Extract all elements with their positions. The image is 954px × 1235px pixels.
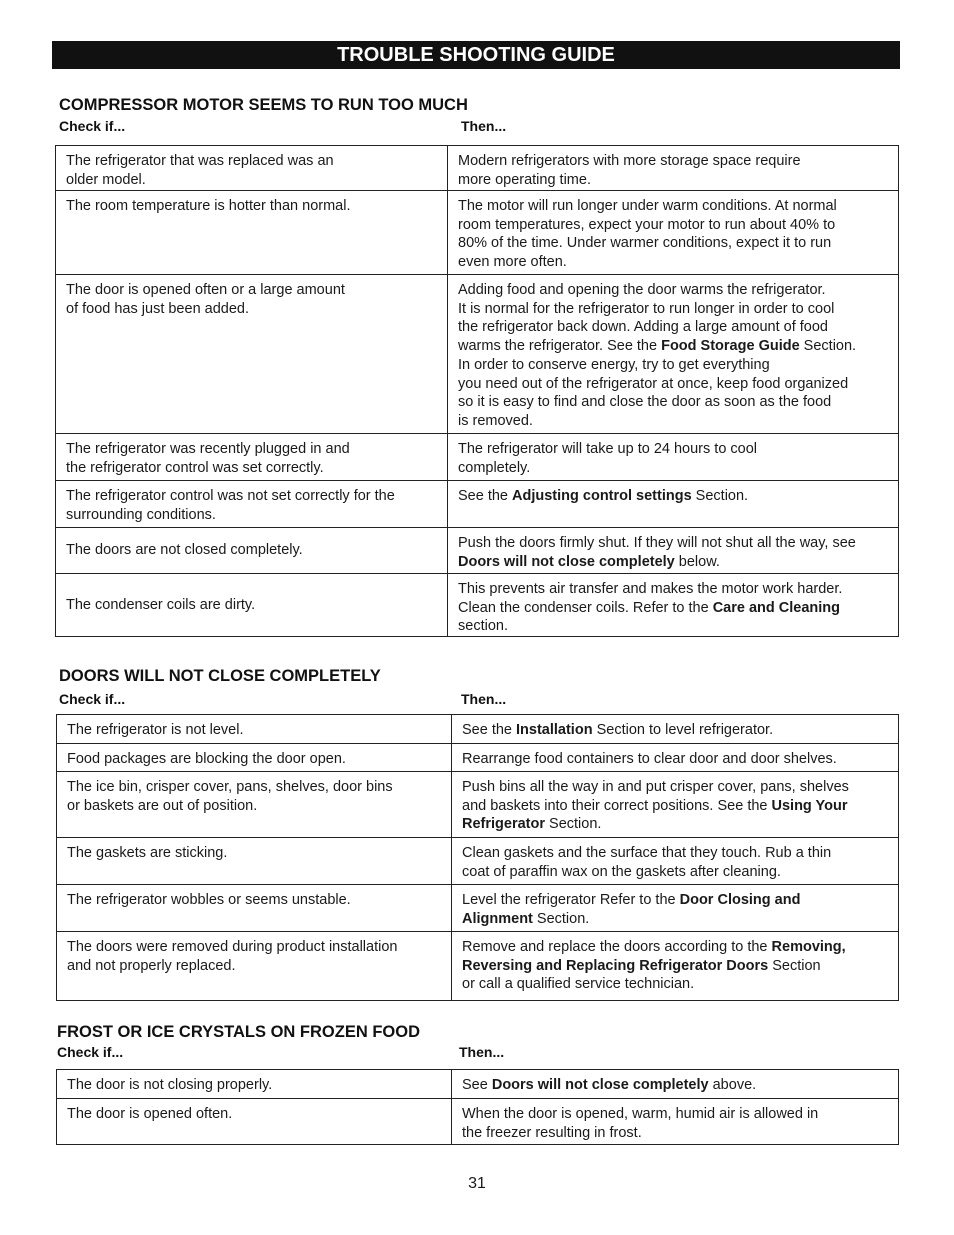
section-reference: Removing,: [771, 939, 846, 955]
then-text-line: [462, 863, 892, 882]
check-text-line: The door is opened often.: [67, 1106, 233, 1122]
then-text: 80% of the time. Under warmer conditions, expect it to run: [458, 235, 832, 252]
check-if-header: Check if...: [59, 118, 126, 134]
then-text: above.: [708, 1077, 757, 1093]
then-text: Push the doors firmly shut. If they will not shut all the way, see: [458, 535, 856, 551]
then-text-line: [462, 797, 892, 816]
then-text: the freezer resulting in frost.: [462, 1124, 642, 1141]
then-text-line: [458, 337, 892, 356]
then-text: The refrigerator will take up to 24 hours to cool: [458, 441, 758, 457]
check-cell: [56, 191, 448, 275]
frost-table: [56, 1069, 899, 1145]
table-row: [56, 481, 899, 528]
check-text-line: The doors were removed during product installation: [67, 939, 398, 955]
then-text: or call a qualified service technician.: [462, 976, 695, 993]
section-reference: Adjusting control settings: [512, 488, 692, 504]
table-row: [56, 275, 899, 434]
then-cell: [452, 1070, 899, 1099]
check-text-line: and not properly replaced.: [67, 957, 236, 974]
page-title: TROUBLE SHOOTING GUIDE: [52, 41, 900, 69]
then-cell: [448, 191, 899, 275]
then-text: It is normal for the refrigerator to run longer in order to cool: [458, 300, 835, 317]
doors-table: [56, 714, 899, 1001]
then-text-line: [458, 356, 892, 375]
page-number: 31: [468, 1175, 486, 1192]
table-row: [57, 1099, 899, 1145]
then-header: Then...: [461, 691, 507, 707]
then-text-line: [458, 459, 892, 478]
then-text-line: [458, 234, 892, 253]
then-text-line: [458, 440, 892, 459]
then-text: Section.: [799, 338, 857, 355]
then-text-line: [462, 957, 892, 976]
table-row: [57, 838, 899, 885]
check-cell: [57, 715, 452, 744]
then-text: Clean the condenser coils. Refer to the: [458, 599, 713, 616]
then-text-line: [458, 253, 892, 272]
table-row: [57, 1070, 899, 1099]
then-text-line: [462, 1105, 892, 1124]
then-cell: [452, 932, 899, 1001]
then-text: See the: [458, 488, 513, 504]
then-cell: [448, 146, 899, 191]
table-row: [57, 885, 899, 932]
section-reference: Doors will not close completely: [458, 553, 675, 570]
check-text-line: surrounding conditions.: [66, 506, 216, 523]
then-text: the refrigerator back down. Adding a large amount of food: [458, 319, 828, 336]
then-text-line: [458, 318, 892, 337]
then-text-line: [462, 721, 892, 740]
then-text: Section.: [691, 488, 749, 504]
check-text-line: The refrigerator was recently plugged in and: [66, 441, 350, 457]
then-text: Push bins all the way in and put crisper cover, pans, shelves: [462, 779, 849, 795]
then-text: Section.: [545, 816, 602, 833]
then-text-line: [462, 778, 892, 797]
then-text-line: [458, 300, 892, 319]
section-reference: Installation: [516, 722, 593, 738]
section-title-compressor: COMPRESSOR MOTOR SEEMS TO RUN TOO MUCH: [59, 96, 468, 114]
then-text-line: [462, 910, 892, 929]
then-cell: [452, 1099, 899, 1145]
check-cell: [56, 275, 448, 434]
then-text-line: [462, 1124, 892, 1143]
then-text: Modern refrigerators with more storage space require: [458, 153, 801, 169]
then-text: See: [462, 1077, 492, 1093]
then-text-line: [458, 216, 892, 235]
then-text-line: [462, 975, 892, 994]
check-text-line: or baskets are out of position.: [67, 797, 258, 814]
section-title-frost: FROST OR ICE CRYSTALS ON FROZEN FOOD: [57, 1023, 420, 1041]
table-row: [57, 932, 899, 1001]
then-cell: [452, 838, 899, 885]
then-text-line: [458, 393, 892, 412]
check-cell: [56, 434, 448, 481]
then-text: is removed.: [458, 412, 533, 429]
section-reference: Alignment: [462, 910, 533, 927]
then-text: Rearrange food containers to clear door and door shelves.: [462, 751, 837, 767]
check-text-line: The door is not closing properly.: [67, 1077, 273, 1093]
then-text: room temperatures, expect your motor to run about 40% to: [458, 216, 836, 233]
then-text: so it is easy to find and close the door as soon as the food: [458, 394, 832, 411]
section-reference: Food Storage Guide: [661, 338, 800, 355]
then-text-line: [458, 281, 892, 300]
then-text: When the door is opened, warm, humid air is allowed in: [462, 1106, 819, 1122]
section-title-doors: DOORS WILL NOT CLOSE COMPLETELY: [59, 667, 381, 685]
then-text: more operating time.: [458, 171, 591, 188]
then-header: Then...: [459, 1044, 505, 1060]
check-cell: [56, 574, 448, 637]
then-text-line: [458, 152, 892, 171]
check-text-line: the refrigerator control was set correctly.: [66, 459, 324, 476]
check-cell: [57, 772, 452, 838]
then-text-line: [458, 375, 892, 394]
then-text-line: [458, 580, 892, 599]
check-text-line: The refrigerator that was replaced was an: [66, 153, 334, 169]
compressor-table: [55, 145, 899, 637]
then-text-line: [462, 938, 892, 957]
then-text-line: [462, 891, 892, 910]
then-text: you need out of the refrigerator at once, keep food organized: [458, 375, 849, 392]
then-text: below.: [674, 553, 720, 570]
check-cell: [57, 838, 452, 885]
table-row: [57, 715, 899, 744]
check-text-line: The door is opened often or a large amount: [66, 282, 345, 298]
then-text-line: [458, 617, 892, 636]
check-text-line: The room temperature is hotter than normal.: [66, 198, 351, 214]
check-cell: [57, 1099, 452, 1145]
then-cell: [448, 528, 899, 574]
then-cell: [448, 275, 899, 434]
then-text: coat of paraffin wax on the gaskets after cleaning.: [462, 863, 781, 880]
table-row: [56, 528, 899, 574]
check-cell: [56, 528, 448, 574]
then-text-line: [458, 599, 892, 618]
then-text-line: [458, 487, 892, 506]
then-text: The motor will run longer under warm conditions. At normal: [458, 198, 837, 214]
then-text-line: [462, 844, 892, 863]
check-text-line: Food packages are blocking the door open.: [67, 751, 346, 767]
then-text: Section.: [532, 910, 590, 927]
then-text-line: [462, 815, 892, 834]
then-header: Then...: [461, 118, 507, 134]
check-text-line: The condenser coils are dirty.: [66, 596, 256, 613]
check-text-line: The refrigerator wobbles or seems unstable.: [67, 892, 351, 908]
then-text: See the: [462, 722, 517, 738]
section-reference: Door Closing and: [679, 892, 801, 908]
check-cell: [56, 481, 448, 528]
check-text-line: The refrigerator is not level.: [67, 722, 244, 738]
then-cell: [452, 885, 899, 932]
check-text-line: of food has just been added.: [66, 300, 250, 317]
check-text-line: older model.: [66, 171, 146, 188]
then-text: In order to conserve energy, try to get everything: [458, 356, 770, 373]
then-text-line: [462, 750, 892, 769]
then-text-line: [458, 171, 892, 190]
then-cell: [452, 772, 899, 838]
then-cell: [448, 574, 899, 637]
section-reference: Using Your: [771, 797, 848, 814]
then-text: Remove and replace the doors according to the: [462, 939, 772, 955]
section-reference: Doors will not close completely: [491, 1077, 709, 1093]
check-cell: [56, 146, 448, 191]
then-text: Level the refrigerator Refer to the: [462, 892, 680, 908]
check-cell: [57, 1070, 452, 1099]
then-text: warms the refrigerator. See the: [458, 338, 662, 355]
section-reference: Care and Cleaning: [712, 599, 841, 616]
check-cell: [57, 932, 452, 1001]
table-row: [56, 434, 899, 481]
then-text: section.: [458, 618, 508, 635]
table-row: [57, 744, 899, 772]
section-reference: Refrigerator: [462, 816, 545, 833]
then-cell: [448, 481, 899, 528]
then-text-line: [458, 412, 892, 431]
section-reference: Reversing and Replacing Refrigerator Doors: [462, 957, 769, 974]
check-text-line: The refrigerator control was not set correctly for the: [66, 488, 395, 504]
check-text-line: The gaskets are sticking.: [67, 845, 228, 861]
then-text: Clean gaskets and the surface that they touch. Rub a thin: [462, 845, 832, 861]
check-if-header: Check if...: [59, 691, 126, 707]
then-text: This prevents air transfer and makes the motor work harder.: [458, 581, 843, 597]
then-text: Section to level refrigerator.: [592, 722, 774, 738]
check-cell: [57, 885, 452, 932]
then-cell: [452, 715, 899, 744]
then-text-line: [458, 534, 892, 553]
then-text: Section: [768, 957, 821, 974]
check-text-line: The ice bin, crisper cover, pans, shelves, door bins: [67, 779, 393, 795]
then-text: completely.: [458, 459, 531, 476]
table-row: [57, 772, 899, 838]
then-cell: [448, 434, 899, 481]
check-text-line: The doors are not closed completely.: [66, 542, 303, 559]
check-if-header: Check if...: [57, 1044, 124, 1060]
table-row: [56, 146, 899, 191]
table-row: [56, 191, 899, 275]
then-text-line: [458, 553, 892, 572]
then-text: Adding food and opening the door warms the refrigerator.: [458, 282, 826, 298]
then-text: and baskets into their correct positions. See the: [462, 797, 772, 814]
check-cell: [57, 744, 452, 772]
then-text-line: [458, 197, 892, 216]
then-cell: [452, 744, 899, 772]
table-row: [56, 574, 899, 637]
then-text: even more often.: [458, 254, 567, 271]
then-text-line: [462, 1076, 892, 1095]
